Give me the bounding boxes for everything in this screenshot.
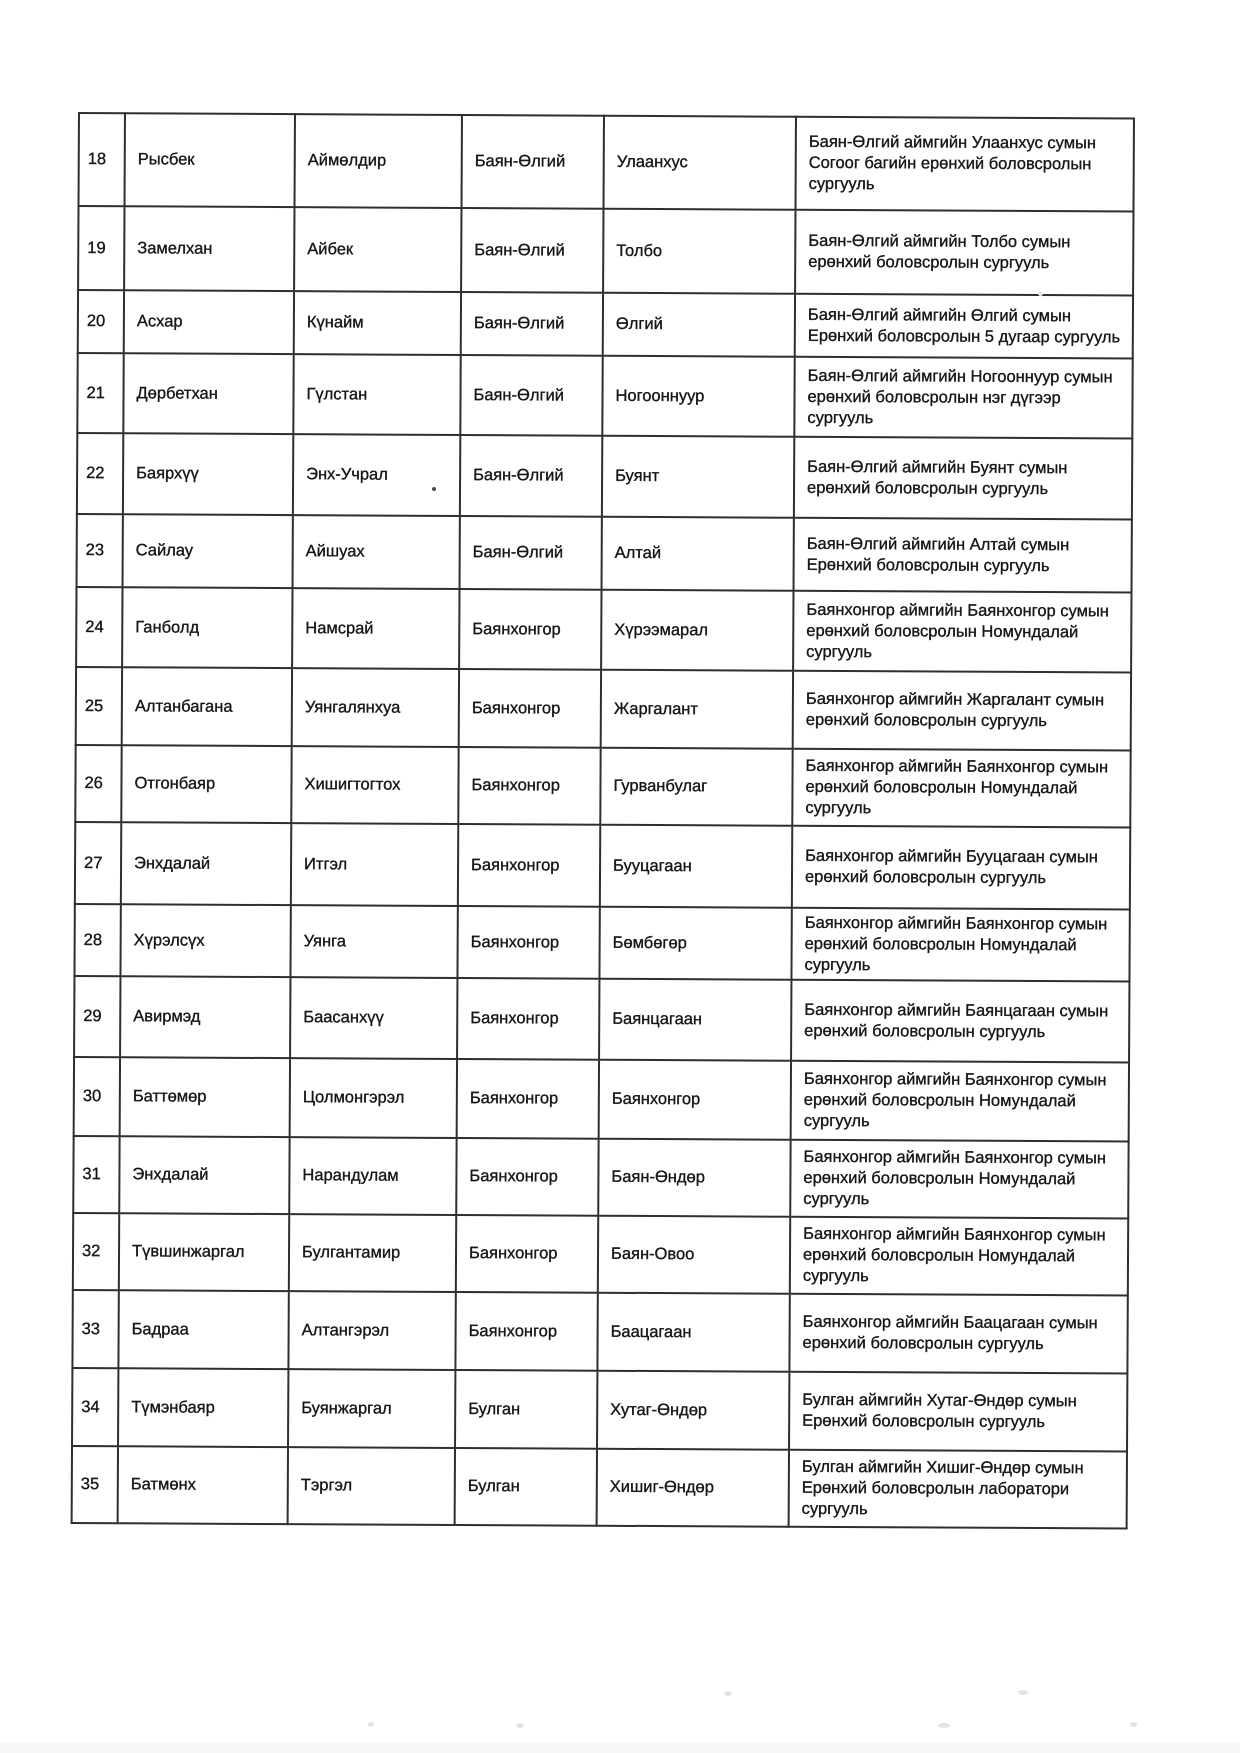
cell-school-name: Баян-Өлгий аймгийн Өлгий сумын Ерөнхий боловсролын 5 дугаар сургууль: [795, 294, 1133, 359]
cell-soum: Баян-Овоо: [598, 1216, 790, 1294]
cell-province: Баянхонгор: [457, 1059, 599, 1139]
cell-surname: Түвшинжаргал: [119, 1213, 289, 1291]
cell-school-name: Баянхонгор аймгийн Жаргалант сумын ерөнхий боловсролын сургууль: [793, 671, 1131, 751]
cell-given-name: Уянгалянхуа: [292, 668, 459, 747]
cell-province: Баянхонгор: [459, 669, 601, 748]
cell-surname: Дөрбетхан: [123, 353, 293, 434]
cell-surname: Рысбек: [125, 113, 295, 207]
cell-soum: Бөмбөгөр: [599, 907, 791, 980]
cell-soum: Ногооннуур: [602, 356, 794, 437]
cell-school-name: Баянхонгор аймгийн Баянхонгор сумын ерөнхий боловсролын Номундалай сургууль: [790, 1217, 1128, 1296]
cell-province: Баянхонгор: [457, 906, 599, 979]
cell-row-number: 33: [72, 1290, 118, 1368]
cell-surname: Түмэнбаяр: [118, 1368, 288, 1447]
table-row: [76, 667, 1131, 751]
cell-school-name: Баян-Өлгий аймгийн Толбо сумын ерөнхий боловсролын сургууль: [795, 210, 1133, 296]
cell-soum: Хүрээмарал: [601, 590, 793, 671]
cell-row-number: 31: [73, 1136, 119, 1213]
cell-soum: Буянт: [602, 436, 794, 518]
cell-school-name: Баянхонгор аймгийн Баянцагаан сумын ерөнхий боловсролын сургууль: [791, 980, 1129, 1063]
cell-surname: Энхдалай: [119, 1136, 289, 1214]
cell-province: Баянхонгор: [458, 824, 600, 907]
scan-speckle: [432, 487, 436, 491]
cell-school-name: Баян-Өлгий аймгийн Улаанхус сумын Согоог багийн ерөнхий боловсролын сургууль: [795, 117, 1133, 212]
cell-surname: Отгонбаяр: [121, 745, 291, 823]
table-row: [78, 206, 1133, 296]
cell-province: Баян-Өлгий: [462, 115, 604, 209]
cell-given-name: Цолмонгэрэл: [290, 1058, 457, 1138]
scan-speckle: [516, 1723, 524, 1728]
cell-soum: Хутаг-Өндөр: [597, 1371, 789, 1450]
scan-speckle: [938, 1723, 950, 1728]
cell-soum: Баянхонгор: [599, 1060, 791, 1140]
cell-school-name: Баян-Өлгий аймгийн Ногооннуур сумын ерөнхий боловсролын нэг дүгээр сургууль: [794, 357, 1132, 439]
cell-soum: Толбо: [603, 209, 795, 294]
table-row: [77, 433, 1132, 520]
cell-row-number: 27: [75, 822, 121, 904]
cell-school-name: Булган аймгийн Хутаг-Өндөр сумын Ерөнхий боловсролын сургууль: [789, 1372, 1127, 1452]
cell-given-name: Баасанхүү: [290, 977, 457, 1059]
cell-school-name: Баянхонгор аймгийн Баянхонгор сумын ерөнхий боловсролын Номундалай сургууль: [790, 1140, 1128, 1219]
cell-soum: Гурванбулаг: [600, 748, 792, 826]
cell-row-number: 29: [74, 976, 120, 1057]
scan-speckle: [1018, 1690, 1028, 1695]
cell-given-name: Нарандулам: [289, 1137, 456, 1215]
scan-speckle: [1130, 1722, 1137, 1727]
table-row: [79, 113, 1134, 212]
cell-given-name: Алтангэрэл: [288, 1291, 455, 1370]
cell-row-number: 35: [72, 1446, 118, 1523]
table-row: [73, 1213, 1128, 1296]
cell-soum: Өлгий: [603, 293, 795, 357]
cell-school-name: Баянхонгор аймгийн Баянхонгор сумын ерөнхий боловсролын Номундалай сургууль: [793, 591, 1131, 673]
cell-given-name: Уянга: [290, 905, 457, 978]
cell-given-name: Аймөлдир: [295, 114, 462, 208]
cell-surname: Алтанбагана: [122, 667, 292, 746]
cell-surname: Авирмэд: [120, 976, 290, 1058]
cell-school-name: Баянхонгор аймгийн Баянхонгор сумын ерөнхий боловсролын Номундалай сургууль: [791, 1061, 1129, 1142]
cell-row-number: 34: [72, 1368, 118, 1446]
cell-row-number: 22: [77, 433, 123, 514]
table-row: [75, 822, 1130, 910]
cell-school-name: Баян-Өлгий аймгийн Алтай сумын Ерөнхий боловсролын сургууль: [794, 518, 1132, 593]
cell-surname: Баттөмөр: [120, 1057, 290, 1137]
cell-province: Баянхонгор: [456, 1215, 598, 1293]
cell-given-name: Айбек: [294, 207, 461, 292]
cell-province: Баян-Өлгий: [460, 355, 602, 436]
cell-school-name: Баянхонгор аймгийн Баацагаан сумын ерөнхий боловсролын сургууль: [789, 1294, 1127, 1374]
cell-row-number: 21: [77, 353, 123, 433]
cell-soum: Хишиг-Өндөр: [597, 1449, 789, 1527]
cell-row-number: 26: [75, 745, 121, 822]
cell-row-number: 25: [76, 667, 122, 745]
cell-soum: Баацагаан: [597, 1293, 789, 1372]
cell-soum: Бууцагаан: [600, 825, 792, 908]
cell-given-name: Хишигтогтох: [291, 746, 458, 824]
cell-soum: Жаргалант: [601, 670, 793, 749]
cell-province: Баянхонгор: [455, 1292, 597, 1371]
cell-province: Баянхонгор: [457, 978, 599, 1060]
cell-given-name: Гүлстан: [293, 354, 460, 435]
cell-surname: Замелхан: [124, 206, 294, 291]
table-row: [73, 1136, 1128, 1219]
cell-surname: Асхар: [124, 290, 294, 354]
table-row: [74, 976, 1129, 1063]
cell-row-number: 20: [78, 290, 124, 353]
cell-province: Баян-Өлгий: [460, 435, 602, 517]
table-row: [77, 514, 1132, 593]
cell-given-name: Итгэл: [291, 823, 458, 906]
cell-surname: Сайлау: [123, 514, 293, 588]
cell-row-number: 18: [79, 113, 125, 206]
cell-soum: Алтай: [602, 517, 794, 591]
cell-province: Баян-Өлгий: [461, 208, 603, 293]
cell-row-number: 23: [77, 514, 123, 587]
table-row: [72, 1446, 1127, 1529]
students-schools-table: [71, 112, 1135, 1530]
cell-soum: Баян-Өндөр: [598, 1139, 790, 1217]
table-sheet: [71, 112, 1135, 1530]
cell-surname: Баярхүү: [123, 433, 293, 515]
cell-province: Булган: [455, 1448, 597, 1526]
scan-speckle: [724, 1691, 732, 1696]
cell-school-name: Баянхонгор аймгийн Бууцагаан сумын ерөнхий боловсролын сургууль: [792, 826, 1130, 910]
cell-school-name: Баянхонгор аймгийн Баянхонгор сумын ерөнхий боловсролын Номундалай сургууль: [791, 908, 1129, 982]
cell-given-name: Тэргэл: [288, 1447, 455, 1525]
cell-given-name: Күнайм: [294, 291, 461, 355]
cell-row-number: 24: [76, 587, 122, 667]
cell-school-name: Баянхонгор аймгийн Баянхонгор сумын ерөнхий боловсролын Номундалай сургууль: [792, 749, 1130, 828]
cell-province: Баянхонгор: [459, 589, 601, 670]
cell-row-number: 30: [74, 1057, 120, 1136]
cell-given-name: Буянжаргал: [288, 1369, 455, 1448]
table-row: [72, 1368, 1127, 1452]
cell-province: Булган: [455, 1370, 597, 1449]
table-row: [74, 1057, 1129, 1142]
table-row: [72, 1290, 1127, 1374]
table-row: [74, 904, 1129, 982]
cell-province: Баянхонгор: [456, 1138, 598, 1216]
cell-soum: Улаанхус: [604, 116, 796, 210]
cell-province: Баян-Өлгий: [461, 292, 603, 356]
cell-row-number: 28: [74, 904, 120, 976]
cell-school-name: Булган аймгийн Хишиг-Өндөр сумын Ерөнхий боловсролын лаборатори сургууль: [789, 1450, 1127, 1529]
cell-province: Баян-Өлгий: [460, 516, 602, 590]
cell-surname: Хүрэлсүх: [120, 904, 290, 977]
cell-row-number: 19: [78, 206, 124, 290]
table-row: [75, 745, 1130, 828]
cell-given-name: Булгантамир: [289, 1214, 456, 1292]
cell-school-name: Баян-Өлгий аймгийн Буянт сумын ерөнхий боловсролын сургууль: [794, 437, 1132, 520]
cell-surname: Ганболд: [122, 587, 292, 668]
scan-edge-shadow: [0, 1743, 1240, 1753]
cell-given-name: Энх-Учрал: [293, 434, 460, 516]
cell-surname: Батмөнх: [118, 1446, 288, 1524]
scan-speckle: [1038, 292, 1043, 296]
cell-surname: Энхдалай: [121, 822, 291, 905]
cell-surname: Бадраа: [118, 1290, 288, 1369]
cell-given-name: Намсрай: [292, 588, 459, 669]
table-row: [78, 290, 1133, 359]
cell-row-number: 32: [73, 1213, 119, 1290]
cell-province: Баянхонгор: [458, 747, 600, 825]
cell-given-name: Айшуах: [293, 515, 460, 589]
table-row: [76, 587, 1131, 673]
cell-soum: Баянцагаан: [599, 979, 791, 1061]
table-row: [77, 353, 1132, 439]
scan-speckle: [368, 1722, 374, 1727]
